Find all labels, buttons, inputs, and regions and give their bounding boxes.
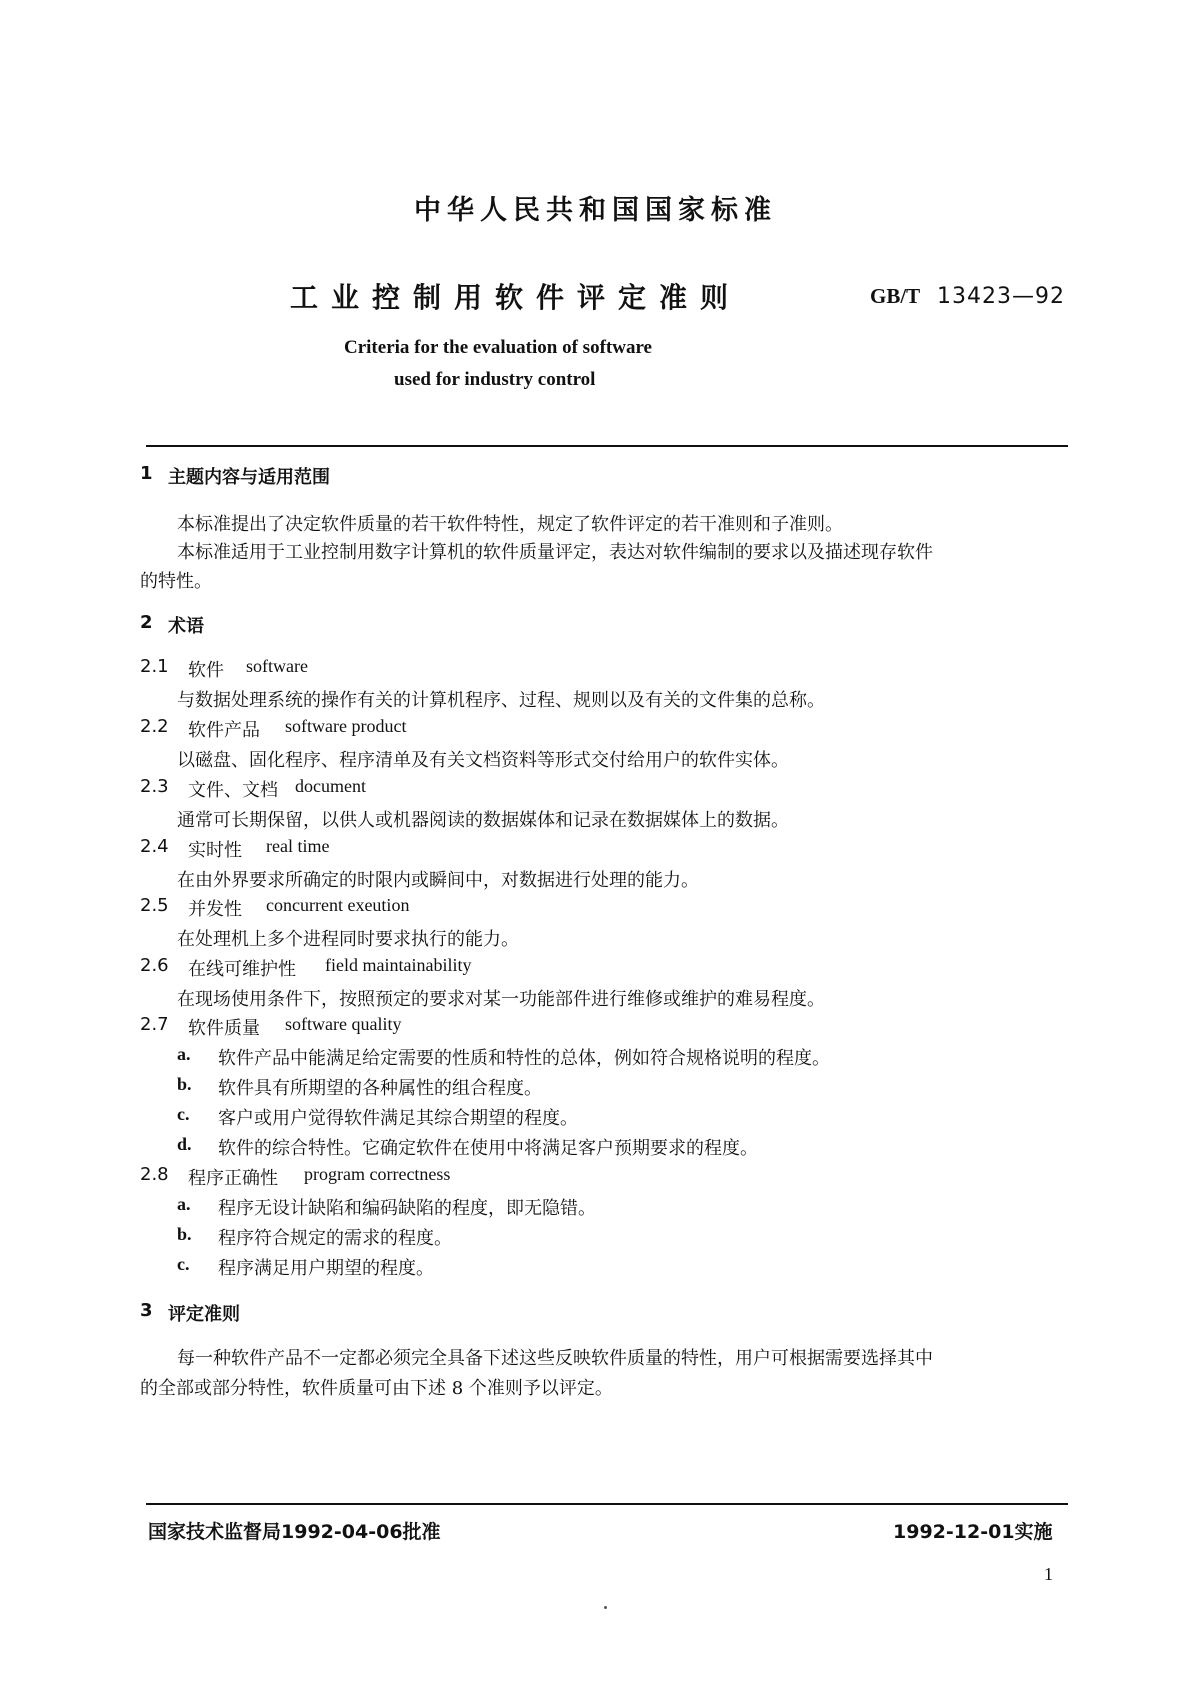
section-1-paragraph-2-line-2: 的特性。 (140, 571, 212, 592)
section-2-title: 术语 (168, 616, 204, 637)
term-english: program correctness (304, 1164, 451, 1184)
term-english: software (246, 656, 308, 676)
term-definition: 在处理机上多个进程同时要求执行的能力。 (177, 929, 519, 950)
term-definition: 在现场使用条件下，按照预定的要求对某一功能部件进行维修或维护的难易程度。 (177, 989, 825, 1010)
term-english: real time (266, 836, 330, 856)
document-title: 工业控制用软件评定准则 (290, 281, 742, 314)
term-chinese: 实时性 (188, 840, 242, 861)
term-chinese: 并发性 (188, 899, 242, 920)
term-chinese: 文件、文档 (188, 780, 278, 801)
list-item-label: d. (177, 1134, 192, 1154)
section-1-paragraph-1: 本标准提出了决定软件质量的若干软件特性，规定了软件评定的若干准则和子准则。 (177, 514, 843, 535)
list-item-label: c. (177, 1104, 190, 1124)
national-standard-heading: 中华人民共和国国家标准 (414, 195, 777, 226)
term-number: 2.3 (140, 776, 169, 797)
list-item-label: a. (177, 1194, 191, 1214)
term-number: 2.6 (140, 955, 169, 976)
list-item-label: a. (177, 1044, 191, 1064)
term-chinese: 软件产品 (188, 720, 260, 741)
section-3-number: 3 (140, 1300, 153, 1321)
term-definition: 在由外界要求所确定的时限内或瞬间中，对数据进行处理的能力。 (177, 870, 699, 891)
term-english: software quality (285, 1014, 402, 1034)
section-3-paragraph-line-2: 的全部或部分特性，软件质量可由下述 8 个准则予以评定。 (140, 1378, 613, 1399)
term-number: 2.1 (140, 656, 169, 677)
section-2-number: 2 (140, 612, 153, 633)
section-3-title: 评定准则 (168, 1304, 240, 1325)
section-1-title: 主题内容与适用范围 (168, 467, 330, 488)
list-item-text: 软件产品中能满足给定需要的性质和特性的总体，例如符合规格说明的程度。 (218, 1048, 830, 1069)
effective-date: 1992-12-01实施 (893, 1521, 1053, 1543)
term-number: 2.2 (140, 716, 169, 737)
footer-divider (146, 1503, 1068, 1505)
term-chinese: 软件 (188, 660, 224, 681)
term-chinese: 程序正确性 (188, 1168, 278, 1189)
standard-code-number: 13423—92 (937, 284, 1065, 309)
list-item-text: 软件具有所期望的各种属性的组合程度。 (218, 1078, 542, 1099)
list-item-text: 客户或用户觉得软件满足其综合期望的程度。 (218, 1108, 578, 1129)
term-number: 2.4 (140, 836, 169, 857)
list-item-label: b. (177, 1224, 192, 1244)
term-definition: 与数据处理系统的操作有关的计算机程序、过程、规则以及有关的文件集的总称。 (177, 690, 825, 711)
section-1-paragraph-2-line-1: 本标准适用于工业控制用数字计算机的软件质量评定，表达对软件编制的要求以及描述现存软件 (177, 542, 933, 563)
english-title-line-1: Criteria for the evaluation of software (344, 337, 652, 358)
term-number: 2.7 (140, 1014, 169, 1035)
term-chinese: 在线可维护性 (188, 959, 296, 980)
term-english: document (295, 776, 366, 796)
list-item-label: c. (177, 1254, 190, 1274)
term-english: software product (285, 716, 407, 736)
term-chinese: 软件质量 (188, 1018, 260, 1039)
approval-statement: 国家技术监督局1992-04-06批准 (148, 1521, 441, 1543)
list-item-label: b. (177, 1074, 192, 1094)
term-definition: 以磁盘、固化程序、程序清单及有关文档资料等形式交付给用户的软件实体。 (177, 750, 789, 771)
term-number: 2.8 (140, 1164, 169, 1185)
header-divider (146, 445, 1068, 447)
section-1-number: 1 (140, 463, 153, 484)
term-number: 2.5 (140, 895, 169, 916)
standard-code-prefix: GB/T (870, 284, 921, 308)
term-english: field maintainability (325, 955, 472, 975)
list-item-text: 程序满足用户期望的程度。 (218, 1258, 434, 1279)
list-item-text: 程序符合规定的需求的程度。 (218, 1228, 452, 1249)
english-title-line-2: used for industry control (394, 369, 596, 390)
scan-speck (604, 1606, 607, 1609)
list-item-text: 程序无设计缺陷和编码缺陷的程度，即无隐错。 (218, 1198, 596, 1219)
section-3-paragraph-line-1: 每一种软件产品不一定都必须完全具备下述这些反映软件质量的特性，用户可根据需要选择其中 (177, 1348, 933, 1369)
term-english: concurrent exeution (266, 895, 410, 915)
list-item-text: 软件的综合特性。它确定软件在使用中将满足客户预期要求的程度。 (218, 1138, 758, 1159)
page-number: 1 (1044, 1564, 1053, 1584)
term-definition: 通常可长期保留，以供人或机器阅读的数据媒体和记录在数据媒体上的数据。 (177, 810, 789, 831)
